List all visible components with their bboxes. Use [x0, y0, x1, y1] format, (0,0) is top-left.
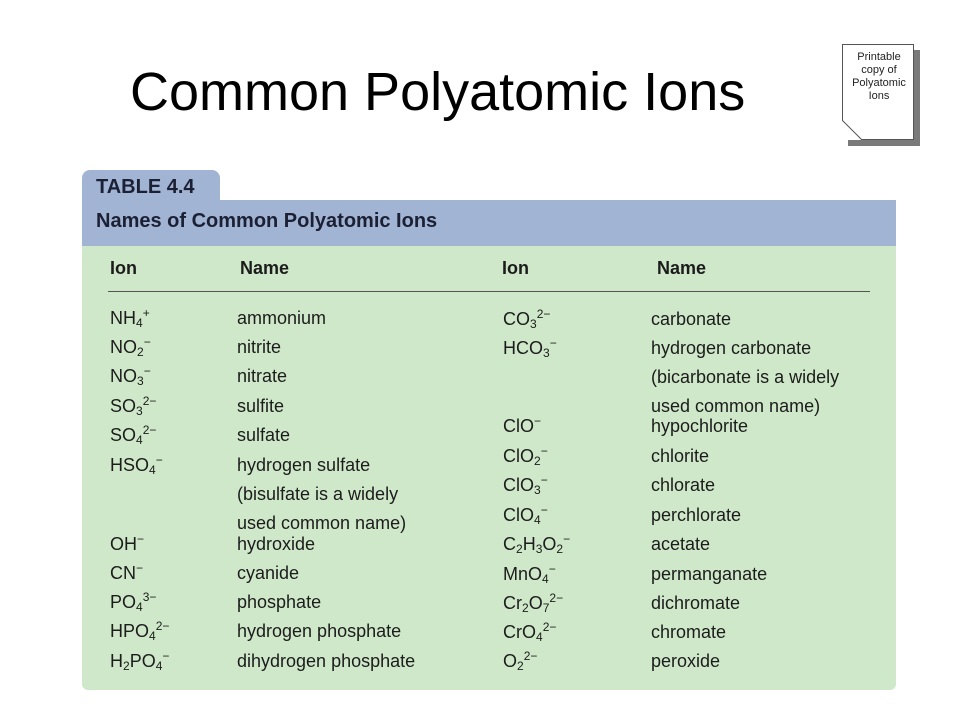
ion-name-line: (bicarbonate is a widely	[651, 367, 840, 387]
document-page	[842, 44, 914, 140]
table-tab	[82, 170, 220, 202]
ion-name	[651, 305, 731, 334]
ion-name	[237, 392, 284, 421]
ion-name-line: dichromate	[651, 593, 741, 613]
ion-name	[237, 530, 315, 559]
table-header	[82, 200, 896, 246]
ion-name-line: dihydrogen phosphate	[237, 651, 416, 671]
ion-name	[237, 451, 406, 538]
printable-link-text[interactable]	[843, 51, 915, 103]
ion-name	[651, 501, 741, 530]
ion-name	[651, 471, 715, 500]
table-body	[82, 246, 896, 690]
ion-name-line: peroxide	[651, 651, 721, 671]
ion-name	[651, 560, 767, 589]
ion-formula: $Cr_2O_7^{2-}$	[503, 591, 564, 615]
ion-formula: $CO_3^{2-}$	[503, 307, 551, 331]
ion-name	[237, 617, 401, 646]
ion-name	[237, 559, 299, 588]
ion-name	[237, 362, 287, 391]
page-title: Common Polyatomic Ions	[130, 62, 746, 122]
ion-formula: $SO_4^{2-}$	[110, 423, 157, 447]
table-number: TABLE 4.4	[96, 176, 195, 198]
printable-line: Ions	[868, 90, 890, 102]
printable-document-icon[interactable]	[842, 44, 922, 148]
ion-name	[651, 530, 710, 559]
ion-formula: ClO$_4$−	[503, 503, 548, 527]
ion-name-line: used common name)	[237, 513, 407, 533]
ion-name-line: nitrate	[237, 366, 288, 386]
ion-name-line: (bisulfate is a widely	[237, 484, 399, 504]
ion-name-line: sulfite	[237, 396, 285, 416]
printable-line: Polyatomic	[852, 77, 906, 89]
ion-name-line: hydrogen phosphate	[237, 621, 402, 641]
printable-line: Printable	[857, 51, 901, 63]
table-title: Names of Common Polyatomic Ions	[96, 210, 438, 232]
ion-formula: OH−	[110, 532, 145, 554]
ion-name	[651, 334, 839, 421]
ion-name-line: used common name)	[651, 396, 821, 416]
ion-formula: $H_2PO_4^-$	[110, 649, 170, 673]
page-fold-icon	[842, 120, 862, 140]
ion-name	[651, 618, 726, 647]
ion-formula: $HCO_3^-$	[503, 336, 557, 360]
ion-name	[237, 588, 321, 617]
ion-name-line: sulfate	[237, 425, 291, 445]
ion-name-line: chlorite	[651, 446, 710, 466]
ion-formula: $O_2^{2-}$	[503, 649, 538, 673]
ion-name	[237, 647, 415, 676]
column-header-name: Name	[657, 258, 707, 278]
ion-name	[651, 412, 748, 441]
ion-formula: $HPO_4^{2-}$	[110, 619, 170, 643]
ion-name	[237, 304, 326, 333]
ion-formula: $NH_4^+$	[110, 306, 150, 330]
ion-name	[651, 442, 709, 471]
ion-formula: ClO$_3$−	[503, 473, 548, 497]
ion-name-line: nitrite	[237, 337, 282, 357]
column-header-ion: Ion	[502, 258, 529, 278]
ion-formula: CN−	[110, 561, 144, 583]
printable-line: copy of	[861, 64, 897, 76]
column-header-ion: Ion	[110, 258, 137, 278]
ion-name-line: carbonate	[651, 309, 732, 329]
ion-name-line: hydrogen carbonate	[651, 338, 812, 358]
ion-formula: $HSO_4^-$	[110, 453, 163, 477]
column-header-name: Name	[240, 258, 290, 278]
ion-name	[237, 333, 281, 362]
ion-name-line: phosphate	[237, 592, 322, 612]
ion-name	[651, 647, 720, 676]
ion-name-line: acetate	[651, 534, 711, 554]
ion-name	[651, 589, 740, 618]
ion-formula: $NO_3^-$	[110, 364, 151, 388]
ion-name-line: hydrogen sulfate	[237, 455, 371, 475]
ion-formula: CrO$_4^{2-}$	[503, 620, 557, 644]
ion-name-line: hypochlorite	[651, 416, 749, 436]
ion-formula: $C_2H_3O_2^-$	[503, 532, 571, 556]
header-divider	[108, 291, 870, 292]
ion-formula: $PO_4^{3-}$	[110, 590, 157, 614]
ion-formula: ClO−	[503, 414, 542, 436]
ion-formula: MnO$_4$−	[503, 562, 556, 586]
ion-name-line: permanganate	[651, 564, 768, 584]
ion-name-line: chromate	[651, 622, 727, 642]
ion-name-line: chlorate	[651, 475, 716, 495]
ion-name	[237, 421, 290, 450]
ion-name-line: ammonium	[237, 308, 327, 328]
ion-name-line: cyanide	[237, 563, 300, 583]
ion-formula: ClO$_2$−	[503, 444, 548, 468]
ion-formula: $NO_2^-$	[110, 335, 151, 359]
ion-name-line: perchlorate	[651, 505, 742, 525]
ion-formula: $SO_3^{2-}$	[110, 394, 157, 418]
ion-name-line: hydroxide	[237, 534, 316, 554]
